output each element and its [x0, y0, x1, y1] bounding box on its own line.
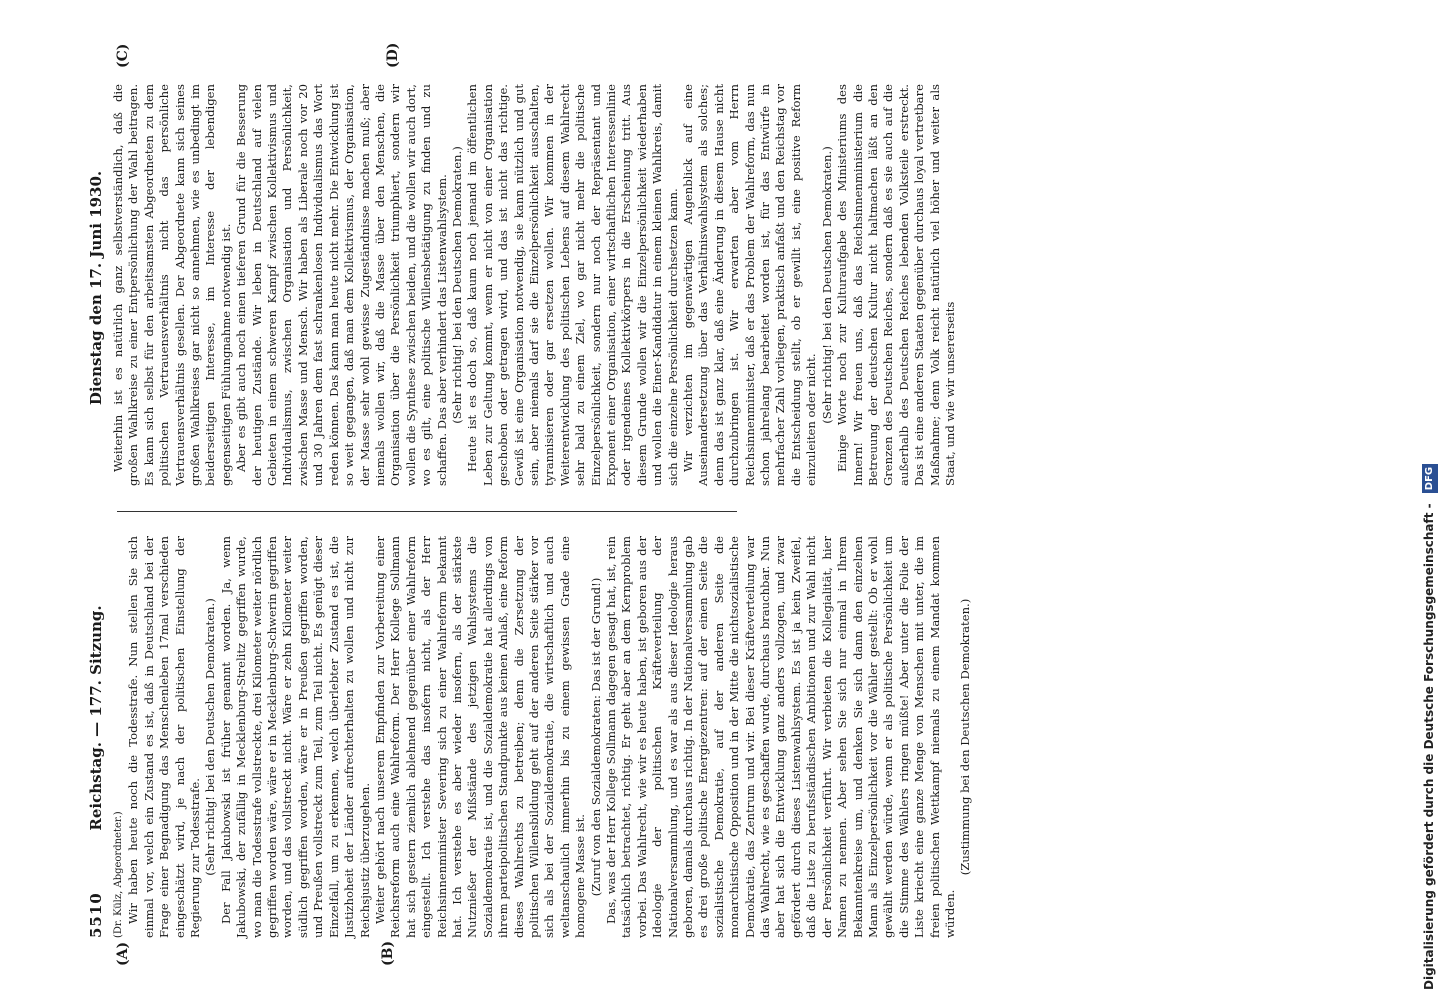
page-number: 5510 [87, 892, 105, 938]
paragraph: Weiterhin ist es natürlich ganz selbstverständlich, daß die großen Wahlkreise zu einer Entpersönlichung der Wahl beitragen. Es kann sich selbst für den arbeitsamsten Abgeordneten zu dem politischen Vertrauensverhältnis nicht das persönliche Vertrauensverhältnis gesellen. Der Abgeordnete kann sich seines großen Wahlkreises gar nicht so annehmen, wie es unbedingt im beiderseitigen Interesse, im Interesse der lebendigen gegenseitigen Fühlungnahme notwendig ist. [111, 84, 233, 486]
interjection: (Zustimmung bei den Deutschen Demokraten.) [958, 598, 973, 876]
speaker-note: (Dr. Külz, Abgeordneter.) [113, 811, 124, 938]
dfg-logo: DFG [1422, 464, 1438, 493]
interjection: (Zuruf von den Sozialdemokraten: Das ist der Grund!) [588, 577, 603, 897]
paragraph: Einige Worte noch zur Kulturaufgabe des Ministeriums des Innern! Wir freuen uns, daß das Reichsinnenministerium die Betreuung der deutschen Kultur nicht haltmachen läßt an den Grenzen des Deutschen Reiches, sondern daß es sie auch auf die außerhalb des Deutschen Reiches lebenden Volksteile erstreckt. Das ist eine anderen Staaten gegenüber durchaus loyal vertretbare Maßnahme; denn Volk reicht natürlich viel höher und weiter als Staat, und wie wir unsererseits [835, 84, 957, 486]
page-header [85, 78, 111, 938]
paragraph: Heute ist es doch so, daß kaum noch jemand im öffentlichen Leben zur Geltung kommt, wenn er nicht von einer Organisation geschoben oder getragen wird, und das ist nicht das richtige. Gewiß ist eine Organisation notwendig, sie kann nützlich und gut sein, aber niemals darf sie die Einzelpersönlichkeit ausschalten, tyrannisieren oder gar ersetzen wollen. Wir kommen in der Weiterentwicklung des politischen Lebens auf diesem Wahlrecht sehr bald zu einem Ziel, wo gar nicht mehr die politische Einzelpersönlichkeit, sondern nur noch der Repräsentant und Exponent einer Organisation, einer wirtschaftlichen Interessenlinie oder irgendeines Kollektivkörpers in die Erscheinung tritt. Aus diesem Grunde wollen wir die Einzelpersönlichkeit wiederhaben und wollen die Einer-Kandidatur in einem kleinen Wahlkreis, damit sich die einzelne Persönlichkeit durchsetzen kann. [465, 84, 680, 486]
rotated-page [85, 42, 973, 966]
paragraph: Weiter gehört nach unserem Empfinden zur Vorbereitung einer Reichsreform auch eine Wahlreform. Der Herr Kollege Sollmann hat sich gestern ziemlich ablehnend gegenüber einer Wahlreform eingestellt. Ich verstehe das insofern nicht, als der Herr Reichsinnenminister Severing sich zu einer Wahlreform bekannt hat. Ich verstehe es aber wieder insofern, als der stärkste Nutznießer der Mißstände des jetzigen Wahlsystems die Sozialdemokratie ist, und die Sozialdemokratie hat allerdings von ihrem parteipolitischen Standpunkte aus keinen Anlaß, eine Reform dieses Wahlrechts zu betreiben; denn die Zersetzung der politischen Willensbildung geht auf der anderen Seite stärker vor sich als bei der Sozialdemokratie, die wirtschaftlich und auch weltanschaulich immerhin bis zu einem gewissen Grade eine homogene Masse ist. [372, 536, 588, 938]
margin-marker-d: (D) [385, 42, 401, 68]
paragraph: Der Fall Jakubowski ist früher genannt worden. Ja, wenn Jakubowski, der zufällig in Mecklenburg-Strelitz gegriffen wurde, wo man die Todesstrafe vollstreckte, drei Kilometer weiter nördlich gegriffen worden wäre, wäre er in Mecklenburg-Schwerin gegriffen worden, und das vollstreckt nicht. Wäre er zehn Kilometer weiter südlich gegriffen worden, wäre er in Preußen gegriffen worden, und Preußen vollstreckt zum Teil, zum Teil nicht. Es genügt dieser Einzelfall, um zu erkennen, welch überlebter Zustand es ist, die Justizhoheit der Länder aufrechterhalten zu wollen und nicht zur Reichsjustiz überzugehen. [218, 536, 372, 938]
margin-marker-c: (C) [115, 43, 131, 68]
header-session: Reichstag. — 177. Sitzung. [87, 605, 105, 831]
digitization-sidebar [1416, 10, 1442, 990]
header-date: Dienstag den 17. Juni 1930. [87, 170, 105, 406]
digitization-note: Digitalisierung gefördert durch die Deutsche Forschungsgemeinschaft - [1422, 503, 1436, 990]
paragraph: Aber es gibt auch noch einen tieferen Grund für die Besserung der heutigen Zustände. Wir leben in Deutschland auf vielen Gebieten in einem schweren Kampf zwischen Kollektivismus und Individualismus, zwischen Organisation und Persönlichkeit, zwischen Masse und Mensch. Wir haben als Liberale noch vor 20 und 30 Jahren dem fast schrankenlosen Individualismus das Wort reden können. Das kann man heute nicht mehr. Die Entwicklung ist so weit gegangen, daß man dem Kollektivismus, der Organisation, der Masse sehr wohl gewisse Zugeständnisse machen muß; aber niemals wollen wir, daß die Masse über den Menschen, die Organisation über die Persönlichkeit triumphiert, sondern wir wollen die Synthese zwischen beiden, und die wollen wir auch dort, wo es gilt, eine politische Willensbetätigung zu finden und zu schaffen. Das aber verhindert das Listenwahlsystem. [234, 84, 449, 486]
left-text-column [111, 536, 973, 938]
interjection: (Sehr richtig! bei den Deutschen Demokraten.) [449, 146, 464, 424]
column-divider [117, 511, 737, 512]
paragraph: Wir verzichten im gegenwärtigen Augenblick auf eine Auseinandersetzung über das Verhältniswahlsystem als solches; denn das ist ganz klar, daß eine Änderung in diesem Hause nicht durchzubringen ist. Wir erwarten aber vom Herrn Reichsinnenminister, daß er das Problem der Wahlreform, das nun schon jahrelang bearbeitet worden ist, für das Entwürfe in mehrfacher Zahl vorliegen, praktisch anfaßt und den Reichstag vor die Entscheidung stellt, ob er gewillt ist, eine positive Reform einzuleiten oder nicht. [681, 84, 819, 486]
margin-marker-a: (A) [115, 941, 131, 966]
interjection: (Sehr richtig! bei den Deutschen Demokraten.) [819, 146, 834, 424]
right-text-column [111, 84, 957, 486]
paragraph: Das, was der Herr Kollege Sollmann dagegen gesagt hat, ist, rein tatsächlich betrachtet, richtig. Er geht aber an dem Kernproblem vorbei. Das Wahlrecht, wie wir es heute haben, ist geboren aus der Ideologie der politischen Kräfteverteilung der Nationalversammlung, und es war als aus dieser Ideologie heraus geboren, damals durchaus richtig. In der Nationalversammlung gab es drei große politische Energiezentren: auf der einen Seite die sozialistische Demokratie, auf der anderen Seite die monarchistische Opposition und in der Mitte die nichtsozialistische Demokratie, das Zentrum und wir. Bei dieser Kräfteverteilung war das Wahlrecht, wie es geschaffen wurde, durchaus brauchbar. Nun aber hat sich die Entwicklung ganz anders vollzogen, und zwar gefördert durch dieses Listenwahlsystem. Es ist ja kein Zweifel, daß die Liste zu berufsständischen Ambitionen und zur Wahl nicht der Persönlichkeit verführt. Wir verbieten die Kollegialität, hier Namen zu nennen. Aber sehen Sie sich nur einmal in Ihrem Bekanntenkreise um, und denken Sie sich dann den einzelnen Mann als Einzelpersönlichkeit vor die Wähler gestellt: Ob er wohl gewählt werden würde, wenn er als politische Persönlichkeit um die Stimme des Wählers ringen müßte! Aber unter die Folie der Liste kriecht eine ganze Menge von Menschen mit unter, die im freien politischen Wettkampf niemals zu einem Mandat kommen würden. [604, 536, 957, 938]
interjection: (Sehr richtig! bei den Deutschen Demokraten.) [203, 598, 218, 876]
paragraph: Wir haben heute noch die Todesstrafe. Nun stellen Sie sich einmal vor, welch ein Zustand es ist, daß in Deutschland bei der Frage einer Begnadigung das Menschenleben 17mal verschieden eingeschätzt wird, je nach der politischen Einstellung der Regierung zur Todesstrafe. [126, 536, 203, 938]
margin-marker-b: (B) [380, 940, 396, 966]
